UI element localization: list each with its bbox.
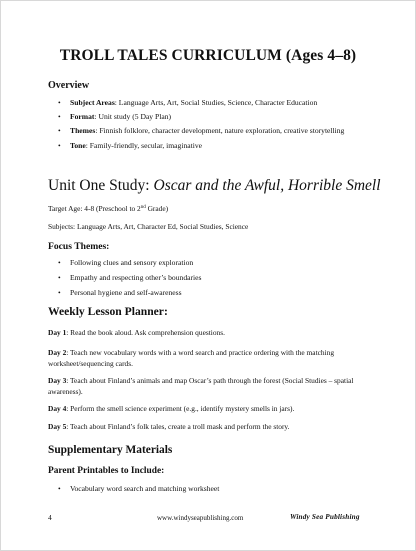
- book-title: Oscar and the Awful, Horrible Smell: [153, 177, 381, 194]
- item-text: : Family-friendly, secular, imaginative: [85, 140, 203, 150]
- day-3: [48, 376, 373, 397]
- list-item: • Following clues and sensory exploration: [48, 256, 201, 271]
- item-label: Themes: [70, 126, 96, 136]
- list-item: [48, 124, 378, 138]
- publisher-brand: Windy Sea Publishing: [290, 513, 360, 521]
- subjects-line: Subjects: Language Arts, Art, Character Ed, Social Studies, Science: [48, 222, 249, 231]
- day-4: [48, 404, 373, 415]
- day-text: : Read the book aloud. Ask comprehension questions.: [66, 328, 225, 337]
- focus-heading: Focus Themes:: [48, 241, 110, 252]
- list-item: [48, 139, 378, 153]
- page-number: 4: [48, 513, 52, 522]
- target-age-sup: nd: [140, 205, 146, 210]
- overview-heading: Overview: [48, 80, 90, 91]
- unit-heading: [48, 177, 381, 195]
- parent-printables-list: [48, 483, 219, 495]
- item-label: Tone: [70, 140, 86, 150]
- day-label: Day 5: [48, 422, 67, 431]
- parent-printables-heading: Parent Printables to Include:: [48, 466, 165, 476]
- day-5: [48, 422, 373, 433]
- day-text: : Teach new vocabulary words with a word search and practice ordering with the matching worksheet/sequencing cards.: [48, 348, 335, 368]
- day-text: : Teach about Finland’s folk tales, create a troll mask and perform the story.: [66, 422, 290, 431]
- day-2: [48, 348, 373, 369]
- day-label: Day 1: [48, 328, 67, 337]
- list-item: [48, 96, 378, 110]
- target-age-end: Grade): [145, 204, 169, 213]
- footer-url[interactable]: www.windyseapublishing.com: [157, 514, 244, 522]
- target-age-text: Target Age: 4-8 (Preschool to 2: [48, 204, 141, 213]
- unit-prefix: Unit One Study:: [48, 177, 154, 194]
- overview-list: [48, 96, 378, 153]
- item-text: : Language Arts, Art, Social Studies, Science, Character Education: [114, 98, 318, 107]
- item-label: Format: [70, 112, 95, 122]
- weekly-heading: Weekly Lesson Planner:: [48, 305, 168, 318]
- day-1: [48, 328, 373, 339]
- document-title: TROLL TALES CURRICULUM (Ages 4–8): [59, 47, 357, 64]
- list-item: • Empathy and respecting other’s boundaries: [48, 271, 201, 286]
- item-text: : Unit study (5 Day Plan): [94, 112, 172, 122]
- day-label: Day 4: [48, 404, 67, 413]
- day-text: : Perform the smell science experiment (e.g., identify mystery smells in jars).: [66, 404, 295, 413]
- day-label: Day 3: [48, 376, 67, 385]
- day-label: Day 2: [48, 348, 67, 357]
- item-text: : Finnish folklore, character development, nature exploration, creative storytelling: [95, 126, 345, 136]
- focus-list: [48, 256, 201, 300]
- item-label: Subject Areas: [70, 98, 115, 107]
- supplementary-heading: Supplementary Materials: [48, 444, 173, 456]
- target-age: [48, 204, 373, 215]
- list-item: [48, 110, 378, 124]
- list-item: • Personal hygiene and self-awareness: [48, 286, 201, 301]
- day-text: : Teach about Finland’s animals and map Oscar’s path through the forest (Social Studies – spatial awareness).: [48, 376, 354, 396]
- list-item: • Vocabulary word search and matching worksheet: [48, 483, 219, 495]
